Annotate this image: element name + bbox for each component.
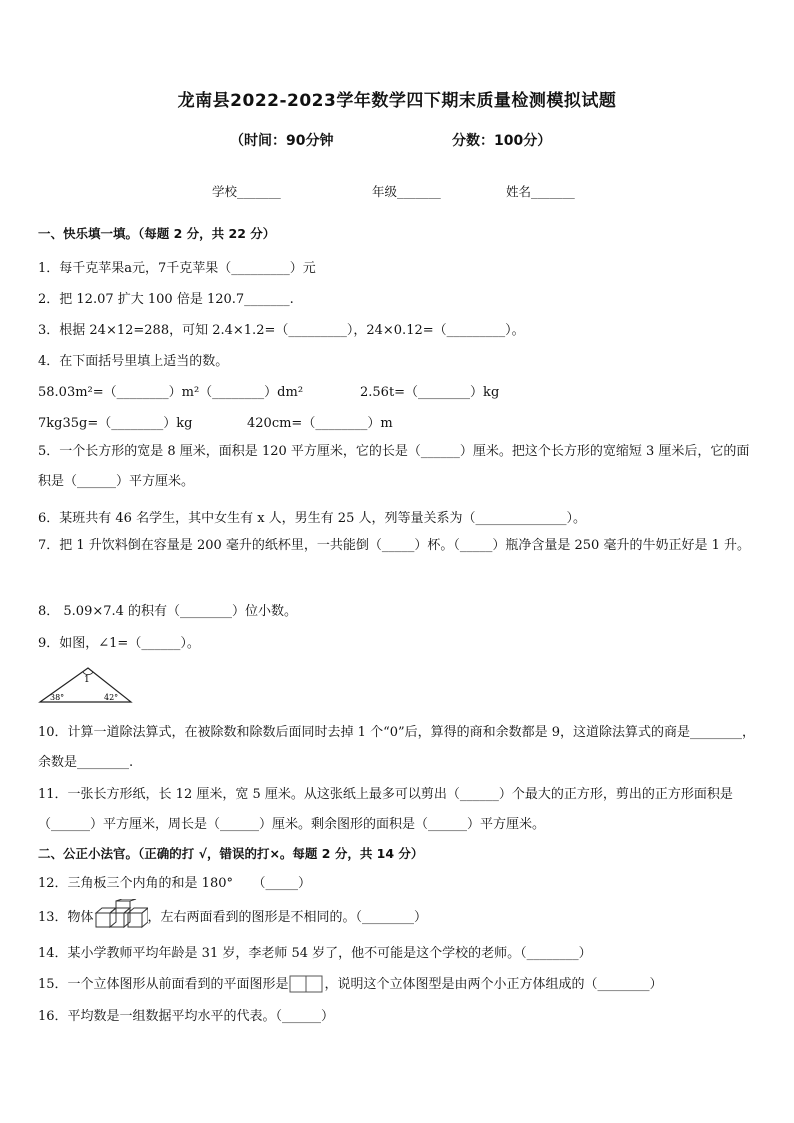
question-14: 14．某小学教师平均年龄是 31 岁，李老师 54 岁了，他不可能是这个学校的老师。（________） (38, 946, 592, 961)
question-12: 12．三角板三个内角的和是 180° （_____） (38, 876, 311, 891)
two-squares-figure (289, 975, 325, 993)
question-1: 1．每千克苹果a元，7千克苹果（_________）元 (38, 261, 316, 276)
name-field: 姓名_______ (506, 184, 575, 199)
school-field: 学校_______ (212, 184, 281, 199)
exam-meta (0, 130, 794, 152)
question-16: 16．平均数是一组数据平均水平的代表。（______） (38, 1009, 335, 1024)
angle-right-label: 42° (104, 693, 119, 702)
question-7: 7．把 1 升饮料倒在容量是 200 毫升的纸杯里，一共能倒（_____）杯。（_____）瓶净含量是 250 毫升的牛奶正好是 1 升。 (38, 538, 750, 553)
question-4d: 420cm=（________）m (247, 416, 393, 431)
question-5: 5．一个长方形的宽是 8 厘米，面积是 120 平方厘米，它的长是（______）厘米。把这个长方形的宽缩短 3 厘米后，它的面积是（______）平方厘米。 (38, 444, 750, 489)
student-info (0, 182, 794, 202)
angle-1-label: 1 (84, 675, 90, 685)
question-4: 4．在下面括号里填上适当的数。 (38, 354, 229, 369)
angle-left-label: 38° (50, 693, 65, 702)
question-3: 3．根据 24×12=288，可知 2.4×1.2=（_________），24×0.12=（_________）。 (38, 323, 525, 338)
question-4b: 2.56t=（________）kg (360, 385, 500, 400)
question-6: 6．某班共有 46 名学生，其中女生有 x 人，男生有 25 人，列等量关系为（______________）。 (38, 511, 586, 526)
grade-field: 年级_______ (372, 184, 441, 199)
score-label: 分数：100分） (452, 133, 552, 149)
question-10: 10．计算一道除法算式，在被除数和除数后面同时去掉 1 个“0”后，算得的商和余数都是 9，这道除法算式的商是________，余数是________. (38, 725, 756, 770)
question-13-tail: ，左右两面看到的图形是不相同的。（________） (147, 910, 428, 925)
cube-stack-figure (94, 899, 148, 933)
triangle-figure (38, 664, 134, 706)
question-4a: 58.03m²=（________）m²（________）dm² (38, 385, 304, 400)
question-13-lead: 13．物体 (38, 910, 94, 925)
section-heading-2: 二、公正小法官。（正确的打 √，错误的打×。每题 2 分，共 14 分） (38, 846, 424, 861)
question-8: 8． 5.09×7.4 的积有（________）位小数。 (38, 604, 298, 619)
question-15-tail: ，说明这个立体图型是由两个小正方体组成的（________） (324, 977, 663, 992)
question-11: 11．一张长方形纸，长 12 厘米，宽 5 厘米。从这张纸上最多可以剪出（______）个最大的正方形，剪出的正方形面积是（______）平方厘米，周长是（______）厘米。剩余图形的面积是（______）平方厘米。 (38, 787, 733, 832)
question-2: 2．把 12.07 扩大 100 倍是 120.7_______. (38, 292, 294, 307)
time-label: （时间：90分钟 (230, 133, 334, 149)
question-15 (38, 973, 758, 992)
section-heading-1: 一、快乐填一填。（每题 2 分，共 22 分） (38, 226, 276, 241)
page-title: 龙南县2022-2023学年数学四下期末质量检测模拟试题 (177, 91, 617, 111)
question-9: 9．如图，∠1=（______）。 (38, 636, 200, 651)
question-15-lead: 15．一个立体图形从前面看到的平面图形是 (38, 977, 289, 992)
question-13 (38, 906, 758, 925)
question-4c: 7kg35g=（________）kg (38, 416, 193, 431)
